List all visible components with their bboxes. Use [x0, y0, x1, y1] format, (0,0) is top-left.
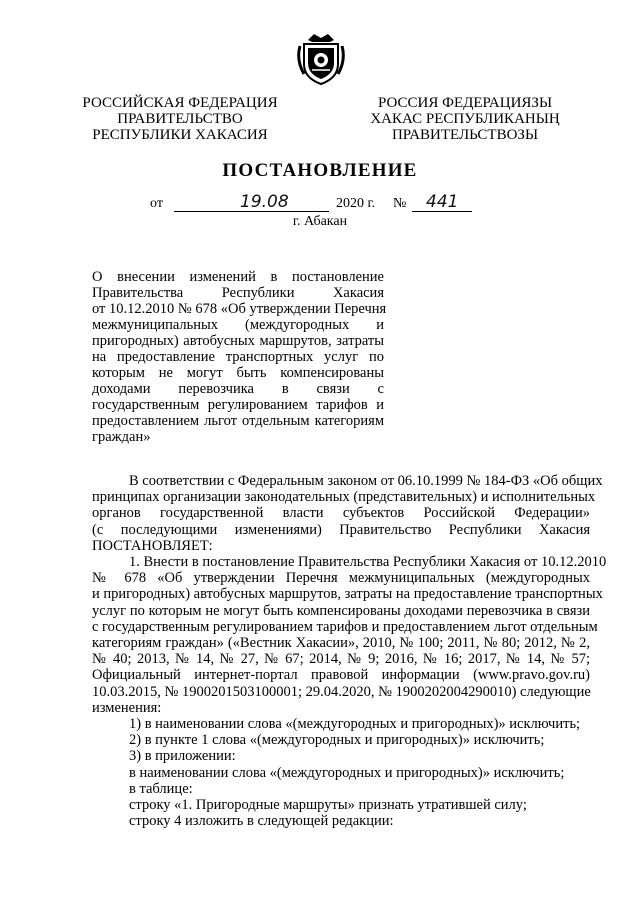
- body-line: строку «1. Пригородные маршруты» признать утратившей силу;: [129, 797, 527, 814]
- body-line: (с последующими изменениями) Правительство Республики Хакасия: [92, 521, 590, 538]
- body-line: 1. Внести в постановление Правительства Республики Хакасия от 10.12.2010: [129, 554, 607, 571]
- document-type-title: ПОСТАНОВЛЕНИЕ: [222, 160, 418, 181]
- date-number-line: [150, 192, 530, 216]
- subject-line: предоставлением льгот отдельным категориям: [92, 413, 384, 429]
- city: г. Абакан: [292, 214, 348, 229]
- subject-line: О внесении изменений в постановление: [92, 269, 384, 285]
- header-right-line: РОССИЯ ФЕДЕРАЦИЯЗЫ: [377, 95, 553, 111]
- header-left-line: ПРАВИТЕЛЬСТВО: [117, 111, 243, 127]
- date-prefix: от: [150, 196, 163, 211]
- body-line: строку 4 изложить в следующей редакции:: [129, 813, 394, 830]
- header-left-line: РЕСПУБЛИКИ ХАКАСИЯ: [92, 127, 268, 143]
- subject-line: доходами перевозчика в связи с: [92, 381, 384, 397]
- body-line: 10.03.2015, № 1900201503100001; 29.04.2020, № 1900202004290010) следующие: [92, 683, 591, 700]
- subject-line: Правительства Республики Хакасия: [92, 285, 384, 301]
- header-right: [355, 95, 575, 143]
- subject-line: от 10.12.2010 № 678 «Об утверждении Перечня: [92, 301, 387, 317]
- body-line: ПОСТАНОВЛЯЕТ:: [92, 537, 213, 554]
- document-body: [92, 473, 607, 830]
- subject-line: пригородных) автобусных маршрутов, затраты: [92, 333, 384, 349]
- subject-line: межмуниципальных (междугородных и: [92, 317, 384, 333]
- body-line: услуг по которым не могут быть компенсированы доходами перевозчика в связи: [92, 602, 590, 619]
- body-line: категориям граждан» («Вестник Хакасии», 2010, № 100; 2011, № 80; 2012, № 2,: [92, 635, 590, 652]
- body-line: с государственным регулированием тарифов и предоставлением льгот отдельным: [92, 618, 598, 635]
- body-line: 3) в приложении:: [129, 748, 236, 765]
- body-line: принципах организации законодательных (представительных) и исполнительных: [92, 489, 596, 506]
- handwritten-date: 19.08: [240, 192, 289, 212]
- document-subject: [92, 269, 387, 445]
- number-label: №: [393, 196, 407, 211]
- body-line: 2) в пункте 1 слова «(междугородных и пригородных)» исключить;: [129, 732, 545, 749]
- body-line: изменения:: [92, 699, 162, 716]
- date-year: 2020 г.: [336, 196, 376, 211]
- body-line: 1) в наименовании слова «(междугородных и пригородных)» исключить;: [129, 716, 581, 733]
- body-line: в наименовании слова «(междугородных и пригородных)» исключить;: [129, 764, 565, 781]
- subject-line: которым не могут быть компенсированы: [92, 365, 384, 381]
- subject-line: государственным регулированием тарифов и: [92, 397, 384, 413]
- body-line: В соответствии с Федеральным законом от 06.10.1999 № 184-ФЗ «Об общих: [129, 473, 603, 489]
- header-left-line: РОССИЙСКАЯ ФЕДЕРАЦИЯ: [82, 95, 278, 111]
- body-line: № 678 «Об утверждении Перечня межмуниципальных (междугородных: [92, 570, 590, 587]
- header-left: [80, 95, 280, 143]
- coat-of-arms-icon: [296, 30, 346, 86]
- header-right-line: ХАКАС РЕСПУБЛИКАНЫҢ: [370, 111, 560, 127]
- subject-line: на предоставление транспортных услуг по: [92, 349, 384, 365]
- subject-line: граждан»: [92, 429, 151, 445]
- body-line: № 40; 2013, № 14, № 27, № 67; 2014, № 9; 2016, № 16; 2017, № 14, № 57;: [92, 651, 590, 668]
- body-line: органов государственной власти субъектов Российской Федерации»: [92, 505, 590, 522]
- body-line: и пригородных) автобусных маршрутов, затраты на предоставление транспортных: [92, 586, 603, 603]
- header-right-line: ПРАВИТЕЛЬСТВОЗЫ: [391, 127, 539, 143]
- body-line: в таблице:: [129, 780, 193, 797]
- handwritten-number: 441: [426, 192, 459, 212]
- body-line: Официальный интернет-портал правовой информации (www.pravo.gov.ru): [92, 667, 590, 684]
